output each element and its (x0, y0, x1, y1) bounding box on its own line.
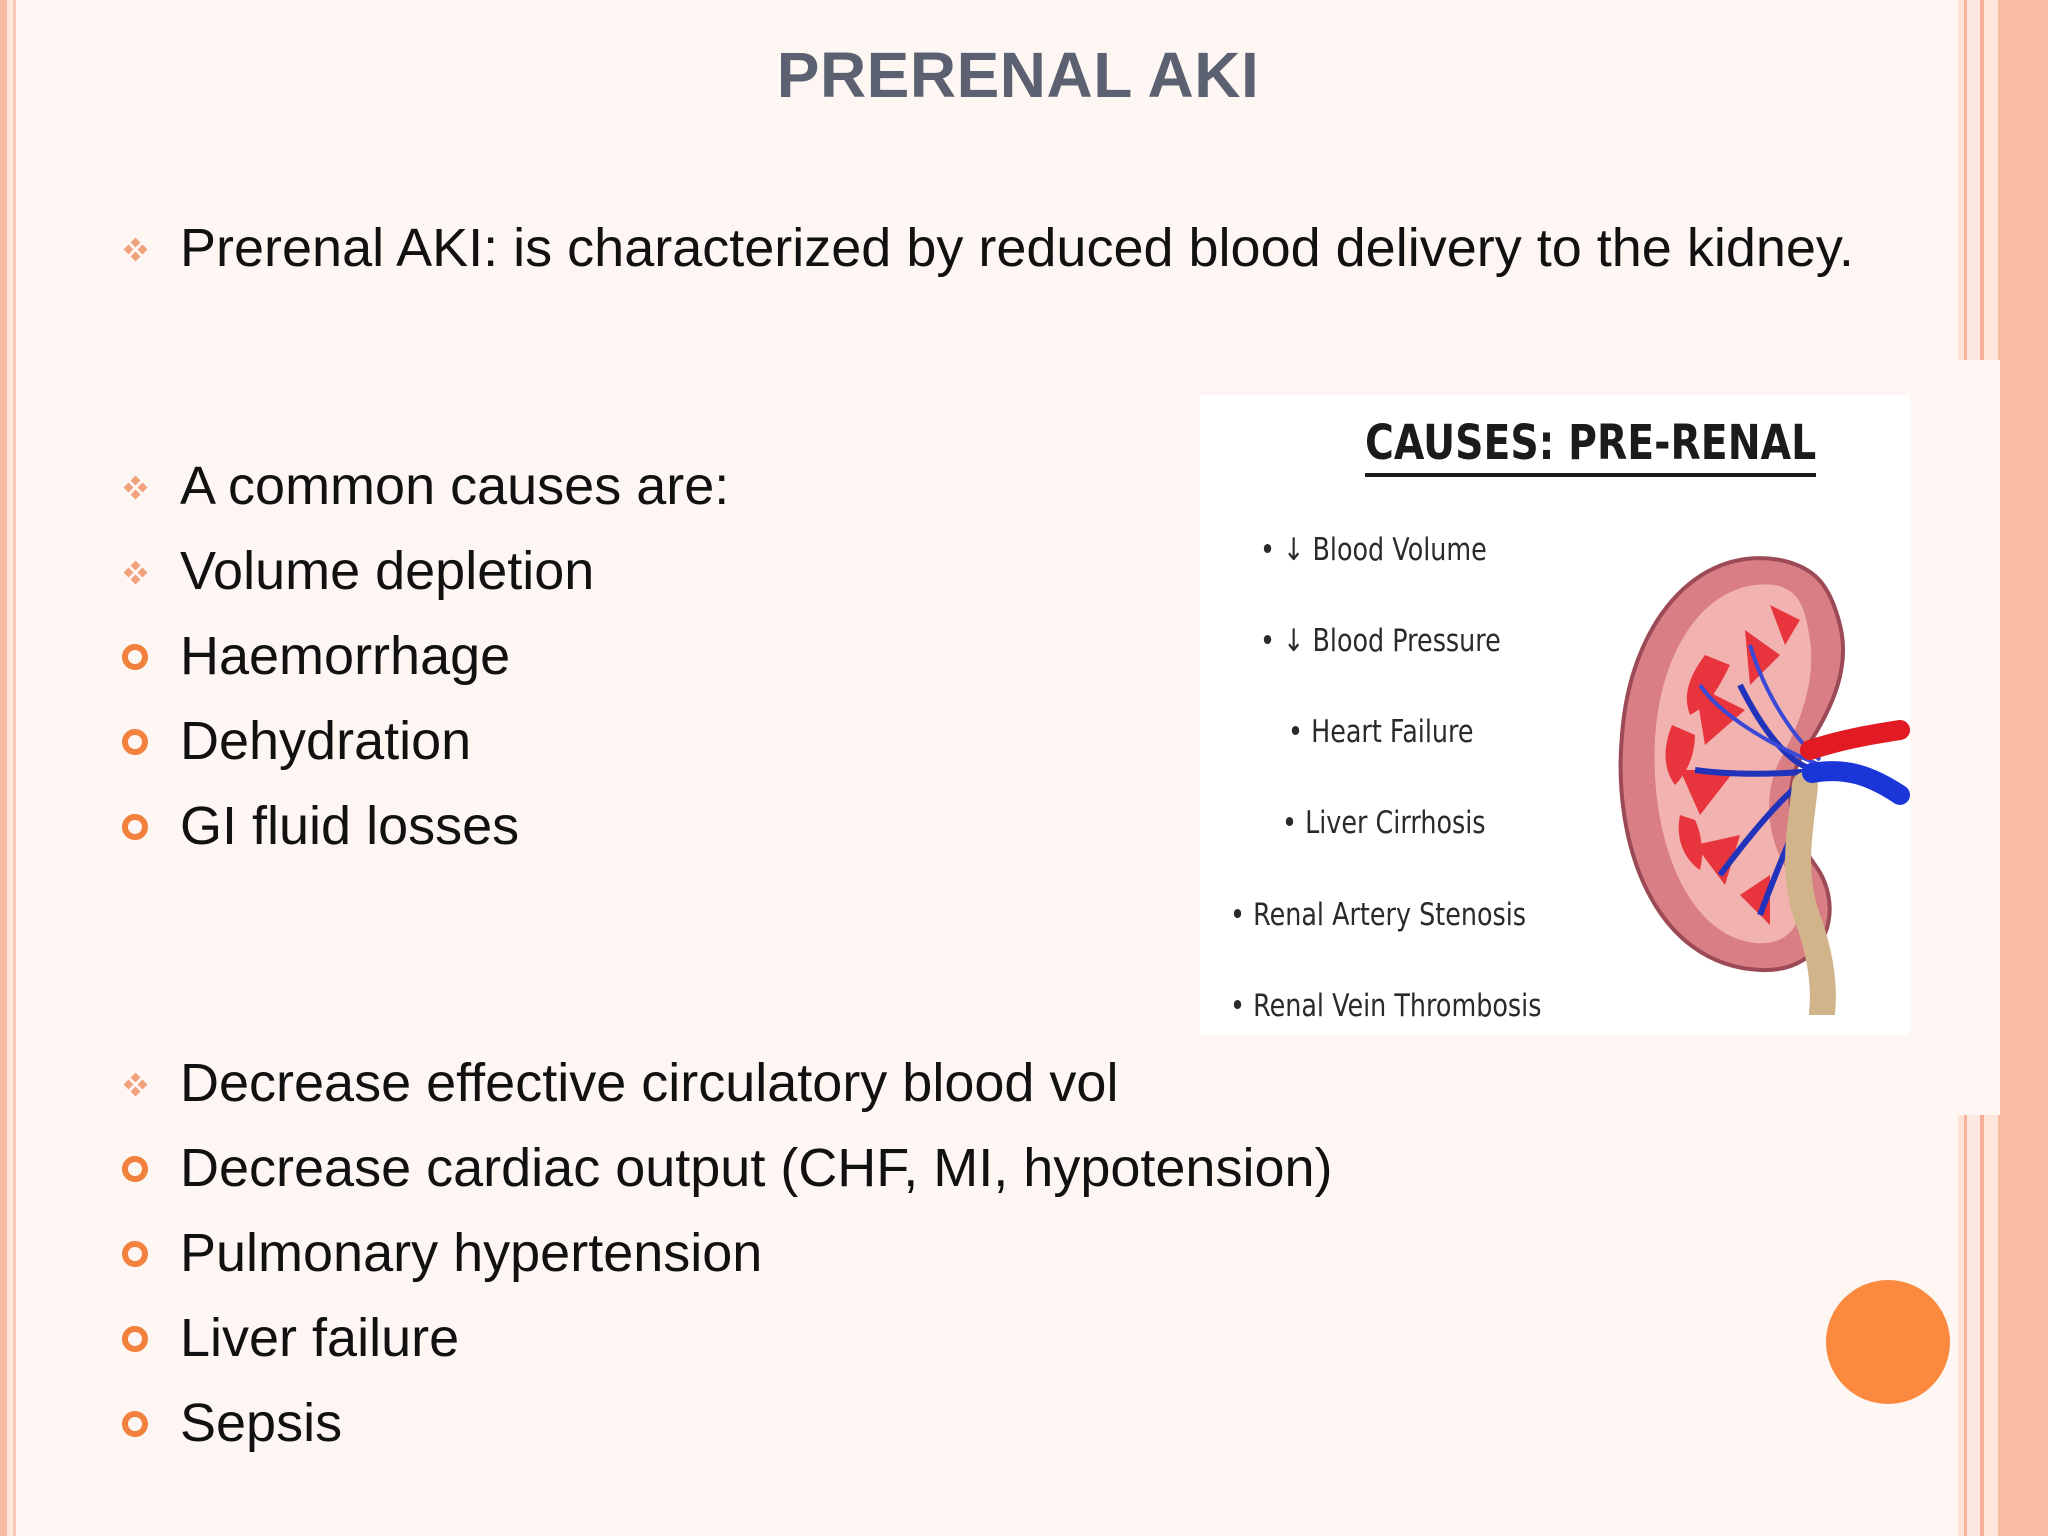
bullet-text: Liver failure (180, 1308, 460, 1368)
diamond-bullet-icon (122, 1073, 150, 1097)
slide-title: PRERENAL AKI (776, 39, 1260, 111)
ring-bullet-icon (122, 1411, 148, 1437)
accent-dot (1826, 1280, 1950, 1404)
bullet-text: Dehydration (180, 711, 472, 771)
cause-item: • ↓ Blood Volume (1260, 532, 1487, 568)
ring-bullet-icon (122, 1241, 148, 1267)
bullet-text: Haemorrhage (180, 626, 511, 686)
left-border-decoration (0, 0, 22, 1536)
cause-item: • Renal Artery Stenosis (1230, 897, 1527, 933)
ring-bullet-icon (122, 729, 148, 755)
diamond-bullet-icon (122, 561, 150, 585)
ring-bullet-icon (122, 814, 148, 840)
cause-item: • Renal Vein Thrombosis (1230, 988, 1542, 1024)
diamond-bullet-icon (122, 476, 150, 500)
bullet-text: Pulmonary hypertension (180, 1223, 763, 1283)
bullet-text: A common causes are: (180, 456, 730, 516)
right-border-gap (1958, 360, 2000, 1115)
cause-item: • Liver Cirrhosis (1282, 805, 1486, 841)
cause-item: • Heart Failure (1288, 714, 1474, 750)
bullet-text: GI fluid losses (180, 796, 520, 856)
figure-title: CAUSES: PRE-RENAL (1365, 415, 1816, 477)
cause-item: • ↓ Blood Pressure (1260, 623, 1501, 659)
ring-bullet-icon (122, 644, 148, 670)
ring-bullet-icon (122, 1156, 148, 1182)
bullet-text: Decrease effective circulatory blood vol (180, 1053, 1119, 1113)
bullet-text: Decrease cardiac output (CHF, MI, hypotension) (180, 1138, 1333, 1198)
bullet-text: Volume depletion (180, 541, 595, 601)
bullet-text: Prerenal AKI: is characterized by reduced blood delivery to the kidney. (180, 218, 1854, 278)
ring-bullet-icon (122, 1326, 148, 1352)
bullet-text: Sepsis (180, 1393, 343, 1453)
causes-figure (1200, 395, 1910, 1035)
kidney-illustration-icon (1600, 545, 1910, 1015)
diamond-bullet-icon (122, 238, 150, 262)
